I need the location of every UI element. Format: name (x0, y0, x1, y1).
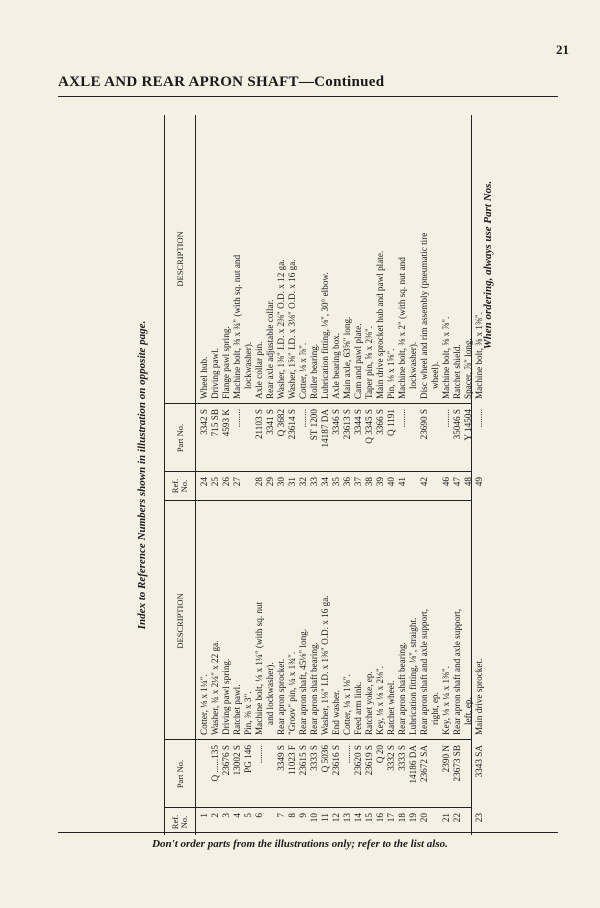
part-description: Driving pawl spring. (221, 658, 231, 735)
part-description: lockwasher). (408, 341, 418, 389)
part-number: PG 146 (243, 745, 253, 773)
part-description: Machine bolt, ⅛ x 1¼" (with sq. nut (254, 601, 264, 735)
heading-rule (58, 96, 558, 97)
table-row (232, 501, 243, 835)
part-number: Q ......135 (210, 745, 220, 782)
table-row (364, 115, 375, 499)
ref-number: 7 (276, 813, 286, 818)
part-number: 715 SB (210, 409, 220, 437)
part-description: Cam and pawl plate. (353, 323, 363, 399)
table-row (364, 501, 375, 835)
part-number: Q 5036 (320, 745, 330, 773)
part-number: Q 3345 S (364, 409, 374, 444)
ref-number: 39 (375, 477, 385, 487)
table-row (254, 501, 265, 835)
part-description: Flange pawl spring. (221, 326, 231, 399)
part-number: 23614 S (287, 409, 297, 440)
part-description: Roller bearing. (309, 343, 319, 399)
part-description: Ratchet pawl. (232, 684, 242, 735)
ref-number: 16 (375, 813, 385, 823)
part-description: Spacer, ⅞" long. (463, 338, 473, 399)
ref-number: 10 (309, 813, 319, 823)
table-row (221, 115, 232, 499)
table-row (397, 115, 408, 499)
ref-number: 17 (386, 813, 396, 823)
ref-number: 37 (353, 477, 363, 487)
table-row (199, 115, 210, 499)
part-description: Key, ⅛ x ¼ x 1⅜". (441, 666, 451, 735)
part-description: Disc wheel and rim assembly (pneumatic tire (419, 232, 429, 399)
table-row (309, 501, 320, 835)
part-number: 3349 S (276, 745, 286, 771)
part-description: Taper pin, ⅝ x 2⅜". (364, 325, 374, 399)
table-row (342, 501, 353, 835)
table-row (331, 115, 342, 499)
part-number: 3342 S (199, 409, 209, 435)
ref-number: 21 (441, 813, 451, 823)
part-description: Ratchet shield. (452, 344, 462, 399)
table-row (452, 115, 463, 499)
table-row (320, 501, 331, 835)
part-description: Wheel hub. (199, 356, 209, 399)
table-row (276, 501, 287, 835)
part-description: Axle collar pin. (254, 341, 264, 399)
part-number: Y 14504 (463, 409, 473, 441)
ref-number: 9 (298, 813, 308, 818)
part-description: Cotter, ⅛ x 1¼". (199, 674, 209, 735)
part-description: wheel). (430, 361, 440, 389)
part-number: 2390 N (441, 745, 451, 773)
table-row (353, 115, 364, 499)
table-row (441, 115, 452, 499)
part-number: 3341 S (265, 409, 275, 435)
part-description: End washer. (331, 690, 341, 735)
table-row (243, 115, 254, 499)
ref-number: 24 (199, 477, 209, 487)
header-ref-right: Ref. No. (170, 478, 189, 494)
part-description: Machine bolt, ⅜ x ¾" (with sq. nut and (232, 254, 242, 399)
part-description: Machine bolt, ⅜ x 1⅜". (474, 312, 484, 399)
left-rows (199, 501, 485, 835)
part-number: ........ (397, 409, 407, 428)
ref-number: 12 (331, 813, 341, 823)
part-description: Rear apron shaft bearing. (397, 642, 407, 735)
parts-table (164, 115, 484, 835)
table-row (254, 115, 265, 499)
part-number: ........ (232, 409, 242, 428)
ref-number: 40 (386, 477, 396, 487)
part-number: 23673 SB (452, 745, 462, 782)
ref-number: 29 (265, 477, 275, 487)
parts-table-region (128, 115, 513, 835)
table-row (265, 501, 276, 835)
table-row (210, 115, 221, 499)
ref-number: 30 (276, 477, 286, 487)
table-row (353, 501, 364, 835)
ref-number: 20 (419, 813, 429, 823)
part-number: 23615 S (298, 745, 308, 776)
part-description: Main drive sprocket hub and pawl plate. (375, 250, 385, 399)
part-number: Q 20 (375, 745, 385, 764)
header-description-right: DESCRIPTION (174, 231, 185, 287)
part-number: 23676 S (221, 745, 231, 776)
ref-number: 34 (320, 477, 330, 487)
ref-number: 28 (254, 477, 264, 487)
part-number: 3344 S (353, 409, 363, 435)
part-number: 3346 S (331, 409, 341, 435)
header-rule (195, 115, 196, 835)
ref-number: 31 (287, 477, 297, 487)
part-description: Main axle, 63⅝" long. (342, 316, 352, 399)
header-part-left: Part No. (174, 759, 185, 789)
part-number: ........ (342, 745, 352, 764)
table-row (287, 115, 298, 499)
part-description: Cotter, ⅛ x ⅞". (298, 342, 308, 399)
part-description: Axle bearing box. (331, 332, 341, 399)
ref-number: 41 (397, 477, 407, 487)
ref-number: 3 (221, 813, 231, 818)
part-number: 3343 SA (474, 745, 484, 778)
ref-number: 46 (441, 477, 451, 487)
ref-number: 38 (364, 477, 374, 487)
table-row (243, 501, 254, 835)
part-description: right, ep. (430, 692, 440, 725)
part-description: Washer, 1⅜" I.D. x 2⅜" O.D. x 12 ga. (276, 259, 286, 399)
part-number: 23613 S (342, 409, 352, 440)
ref-number: 4 (232, 813, 242, 818)
rotated-table-page (128, 115, 513, 835)
part-number: 3332 S (386, 745, 396, 771)
ref-number: 27 (232, 477, 242, 487)
ref-number: 11 (320, 813, 330, 822)
part-number: 3333 S (397, 745, 407, 771)
ref-number: 6 (254, 813, 264, 818)
table-row (419, 501, 430, 835)
part-description: Machine bolt, ⅝ x ⅞". (441, 316, 451, 399)
ref-number: 47 (452, 477, 462, 487)
part-number: Q 1191 (386, 409, 396, 436)
table-row (452, 501, 463, 835)
ref-number: 23 (474, 813, 484, 823)
ref-number: 33 (309, 477, 319, 487)
part-number: 13002 S (232, 745, 242, 776)
part-description: Washer, 1⅝" I.D. x 3⅛" O.D. x 16 ga. (287, 259, 297, 399)
table-row (298, 115, 309, 499)
table-row (265, 115, 276, 499)
table-row (419, 115, 430, 499)
ref-number: 14 (353, 813, 363, 823)
ref-number: 26 (221, 477, 231, 487)
table-row (232, 115, 243, 499)
part-number: 23616 S (331, 745, 341, 776)
part-description: Feed arm link. (353, 681, 363, 735)
ref-number: 19 (408, 813, 418, 823)
part-number: 14187 DA (320, 409, 330, 448)
footer-rule (58, 832, 558, 833)
table-row (474, 501, 485, 835)
part-number: ........ (254, 745, 264, 764)
table-row (298, 501, 309, 835)
table-row (430, 115, 441, 499)
part-number: 23690 S (419, 409, 429, 440)
table-row (342, 115, 353, 499)
part-number: ........ (474, 409, 484, 428)
part-description: Cotter, ⅛ x 1⅛". (342, 674, 352, 735)
ref-number: 49 (474, 477, 484, 487)
part-description: lockwasher). (243, 341, 253, 389)
table-row (463, 501, 474, 835)
page-number: 21 (556, 42, 569, 57)
index-note: Index to Reference Numbers shown in illustration on opposite page. (136, 320, 148, 630)
ref-number: 15 (364, 813, 374, 823)
footer-note: Don't order parts from the illustrations only; refer to the list also. (152, 838, 448, 850)
part-number: 35046 S (452, 409, 462, 440)
table-row (309, 115, 320, 499)
part-description: Main drive sprocket. (474, 658, 484, 735)
part-description: Pin, ⅛ x 1⅝". (386, 348, 396, 399)
ref-number: 35 (331, 477, 341, 487)
page-heading: AXLE AND REAR APRON SHAFT—Continued (58, 74, 385, 90)
table-row (430, 501, 441, 835)
part-description: "Groov" pin, ¼ x 1¾". (287, 651, 297, 735)
part-number: ST 1200 (309, 409, 319, 441)
header-description-left: DESCRIPTION (174, 593, 185, 649)
table-row (375, 501, 386, 835)
table-row (386, 501, 397, 835)
table-row (287, 501, 298, 835)
part-description: Rear apron shaft bearing. (309, 642, 319, 735)
table-row (199, 501, 210, 835)
part-description: Rear apron sprocket. (276, 658, 286, 735)
part-description: and lockwasher). (265, 662, 275, 725)
table-row (397, 501, 408, 835)
part-description: Lubrication fitting, ⅛", 30° elbow. (320, 272, 330, 399)
part-description: Driving pawl. (210, 347, 220, 399)
table-row (408, 501, 419, 835)
ref-number: 5 (243, 813, 253, 818)
table-row (463, 115, 474, 499)
part-description: Ratchet wheel. (386, 680, 396, 735)
table-row (386, 115, 397, 499)
ordering-note: When ordering, always use Part Nos. (482, 180, 494, 350)
table-row (320, 115, 331, 499)
table-row (331, 501, 342, 835)
table-row (276, 115, 287, 499)
ref-number: 42 (419, 477, 429, 487)
table-row (375, 115, 386, 499)
ref-number: 2 (210, 813, 220, 818)
part-number: Q 3682 (276, 409, 286, 437)
part-description: Rear apron shaft and axle support, (452, 608, 462, 735)
ref-number: 36 (342, 477, 352, 487)
part-description: Rear apron shaft, 45⅛" long. (298, 628, 308, 735)
part-description: Rear apron shaft and axle support, (419, 608, 429, 735)
part-number: 21103 S (254, 409, 264, 440)
header-ref-left: Ref. No. (170, 814, 189, 830)
header-part-right: Part No. (174, 423, 185, 453)
part-number: 23619 S (364, 745, 374, 776)
table-row (210, 501, 221, 835)
part-description: Washer, ¾ x 2¼" x 22 ga. (210, 640, 220, 735)
part-number: 3366 S (375, 409, 385, 435)
ref-number: 13 (342, 813, 352, 823)
table-row (221, 501, 232, 835)
ref-number: 25 (210, 477, 220, 487)
part-description: left, ep. (463, 697, 473, 725)
table-row (441, 501, 452, 835)
part-number: 3333 S (309, 745, 319, 771)
part-description: Lubrication fitting, ⅛", straight. (408, 617, 418, 735)
ref-number: 22 (452, 813, 462, 823)
ref-number: 1 (199, 813, 209, 818)
part-number: ........ (441, 409, 451, 428)
ref-number: 18 (397, 813, 407, 823)
part-number: 23672 SA (419, 745, 429, 783)
part-description: Ratchet yoke, ep. (364, 671, 374, 735)
ref-number: 8 (287, 813, 297, 818)
part-description: Pin, ⅜ x 3". (243, 691, 253, 735)
part-description: Machine bolt, ⅜ x 2" (with sq. nut and (397, 257, 407, 399)
table-row (408, 115, 419, 499)
ref-number: 48 (463, 477, 473, 487)
part-number: 4593 K (221, 409, 231, 437)
part-number: 23620 S (353, 745, 363, 776)
part-description: Rear axle adjustable collar. (265, 299, 275, 399)
part-description: Key, ⅛ x ⅛ x 2⅛". (375, 666, 385, 735)
part-number: 14186 DA (408, 745, 418, 784)
part-description: Washer, 1⅛" I.D. x 1⅜" O.D. x 16 ga. (320, 595, 330, 735)
part-number: ........ (298, 409, 308, 428)
right-rows (199, 115, 485, 499)
part-number: 11023 F (287, 745, 297, 776)
ref-number: 32 (298, 477, 308, 487)
